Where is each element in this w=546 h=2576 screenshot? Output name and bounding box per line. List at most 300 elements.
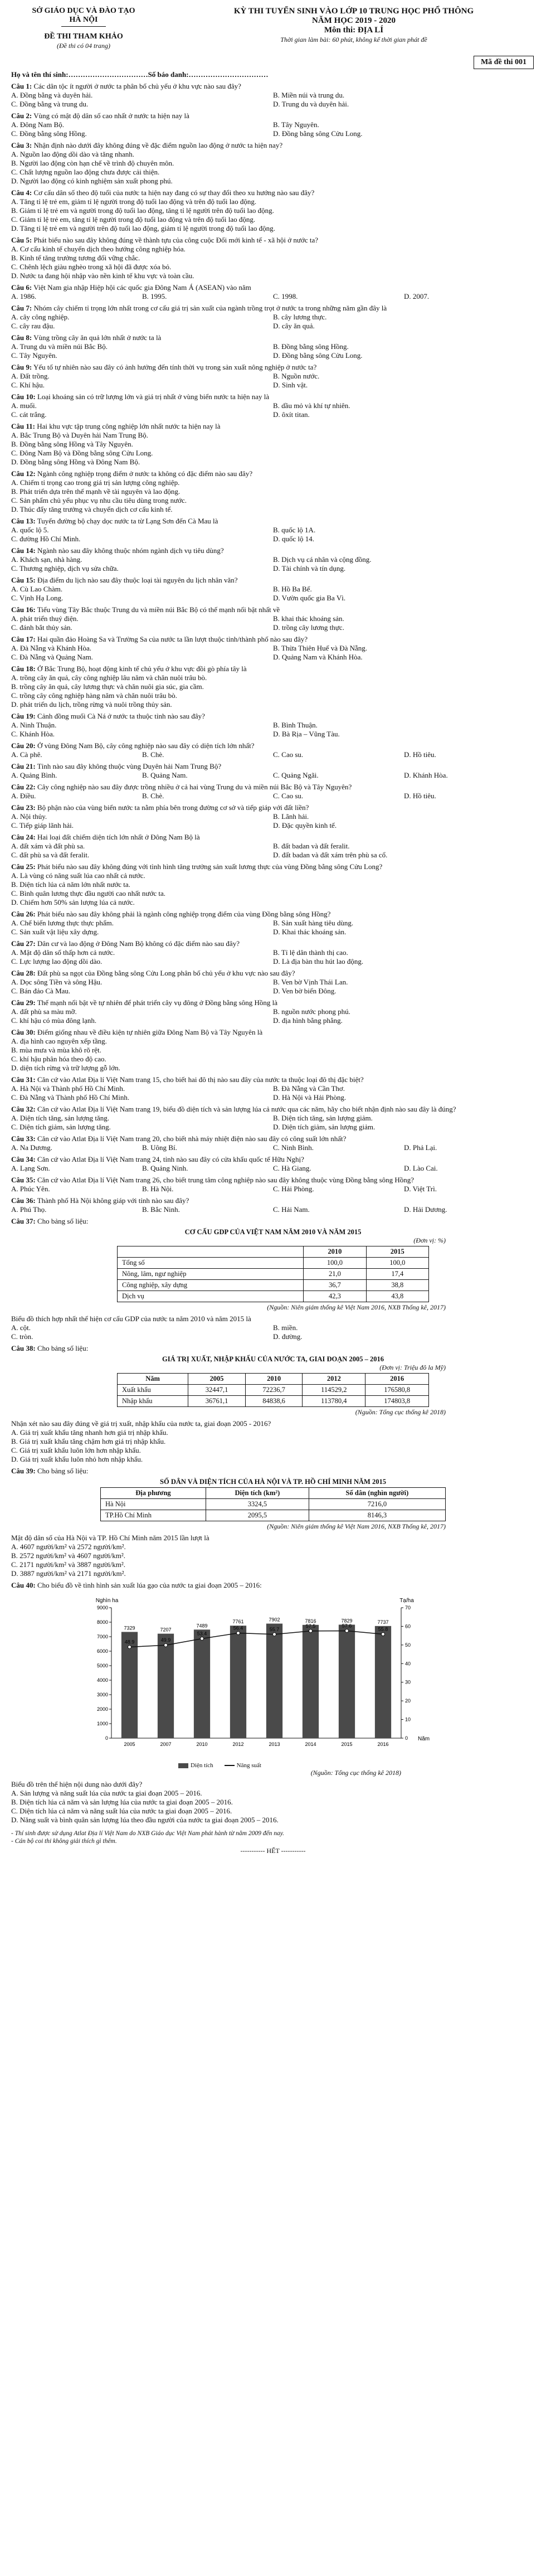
question-text: Cho bảng số liệu:: [37, 1217, 89, 1225]
answer-option[interactable]: B. Dịch vụ cá nhân và cộng đồng.: [273, 555, 372, 564]
answer-option[interactable]: A. Đà Nẵng và Khánh Hòa.: [11, 644, 92, 652]
answer-options: [11, 792, 535, 801]
answer-option[interactable]: B. Bình Thuận.: [273, 721, 318, 729]
answer-option[interactable]: A. Quảng Bình.: [11, 771, 57, 779]
answer-option[interactable]: A. Giá trị xuất khẩu tăng nhanh hơn giá trị nhập khẩu.: [11, 1428, 168, 1437]
x-tick-label: 2013: [269, 1741, 280, 1747]
answer-option[interactable]: A. Lạng Sơn.: [11, 1164, 50, 1172]
y-left-tick-label: 2000: [96, 1706, 108, 1712]
end-marker: ----------- HẾT -----------: [240, 1847, 306, 1855]
answer-option[interactable]: D. Trung du và duyên hải.: [273, 100, 349, 108]
answer-options: [11, 1143, 535, 1152]
table-38-title: GIÁ TRỊ XUẤT, NHẬP KHẨU CỦA NƯỚC TA, GIAI ĐOẠN 2005 – 2016: [162, 1355, 384, 1363]
question-stem: [11, 712, 535, 721]
answer-option[interactable]: C. Diện tích giảm, sản lượng tăng.: [11, 1123, 111, 1131]
answer-options: [11, 644, 535, 662]
question-text: Địa điểm du lịch nào sau đây thuộc loại tài nguyên du lịch nhân văn?: [37, 576, 238, 584]
answer-option[interactable]: A. đất phù sa màu mỡ.: [11, 1007, 77, 1016]
answer-option[interactable]: A. Đất trồng.: [11, 372, 50, 380]
answer-options: [11, 1084, 535, 1102]
table-row: [118, 1258, 429, 1269]
table-header-cell: 2010: [304, 1246, 366, 1258]
question-stem: [11, 1028, 535, 1037]
question-7: [11, 304, 535, 331]
answer-options: [11, 812, 535, 830]
answer-option[interactable]: B. nguồn nước phong phú.: [273, 1007, 350, 1016]
answer-option[interactable]: B. Quảng Ninh.: [142, 1164, 188, 1172]
answer-option[interactable]: C. Sản phẩm chủ yếu phục vụ nhu cầu tiêu dùng trong nước.: [11, 496, 187, 504]
table-38-unit: (Đơn vị: Triệu đô la Mỹ): [379, 1364, 446, 1371]
question-39-options: [11, 1542, 535, 1578]
yield-point-2007: [164, 1643, 168, 1647]
answer-option[interactable]: D. Hồ tiêu.: [404, 750, 436, 759]
y-right-tick-label: 20: [405, 1698, 411, 1704]
answer-option[interactable]: D. Lào Cai.: [404, 1164, 438, 1172]
question-label: Câu 19:: [11, 712, 36, 720]
answer-option[interactable]: A. Phú Thọ.: [11, 1205, 47, 1214]
answer-option[interactable]: C. Hải Phòng.: [273, 1185, 314, 1193]
question-text: Căn cứ vào Atlat Địa lí Việt Nam trang 15, cho biết hai đô thị nào sau đây của nước ta thuộc loại đô thị đặc biệt?: [37, 1075, 364, 1084]
answer-option[interactable]: A. cây công nghiệp.: [11, 313, 70, 321]
answer-option[interactable]: A. Na Dương.: [11, 1143, 52, 1152]
answer-options: [11, 750, 535, 759]
question-text: Cây công nghiệp nào sau đây được trồng nhiều ở cả hai vùng Trung du và miền núi Bắc Bộ và Tây Nguyên?: [37, 783, 352, 791]
answer-option[interactable]: A. Dọc sông Tiền và sông Hậu.: [11, 978, 103, 986]
question-27: [11, 939, 535, 966]
footer-note-1: - Thí sinh được sử dụng Atlat Địa lí Việt Nam do NXB Giáo dục Việt Nam phát hành từ năm 2009 đến nay.: [11, 1830, 285, 1837]
table-header-cell: 2012: [303, 1374, 365, 1385]
answer-option[interactable]: A. Cơ cấu kinh tế chuyển dịch theo hướng công nghiệp hóa.: [11, 245, 186, 253]
table-cell: Hà Nội: [101, 1499, 206, 1510]
answer-option[interactable]: B. Đà Nẵng và Cần Thơ.: [273, 1084, 345, 1093]
answer-option[interactable]: D. đường.: [273, 1332, 303, 1341]
answer-option[interactable]: A. Ninh Thuận.: [11, 721, 57, 729]
answer-option[interactable]: D. Đồng bằng sông Cửu Long.: [273, 129, 363, 138]
answer-option[interactable]: D. Sinh vật.: [273, 381, 308, 389]
question-label: Câu 15:: [11, 576, 36, 584]
answer-option[interactable]: B. Diện tích tăng, sản lượng giảm.: [273, 1114, 373, 1122]
question-text: Cơ cấu dân số theo độ tuổi của nước ta hiện nay đang có sự thay đổi theo xu hướng nào sau đây?: [33, 188, 315, 197]
question-text: Phát biểu nào sau đây không đúng với tình hình tăng trưởng sản xuất lương thực của vùng Đồng bằng sông Cửu Long?: [37, 862, 383, 871]
answer-option[interactable]: C. Đà Nẵng và Quảng Nam.: [11, 653, 93, 661]
answer-option[interactable]: A. đất xám và đất phù sa.: [11, 842, 85, 850]
answer-option[interactable]: A. Trung du và miền núi Bắc Bộ.: [11, 342, 108, 351]
question-40-prompt: Biểu đồ trên thể hiện nội dung nào dưới đây?: [11, 1780, 143, 1788]
answer-option[interactable]: B. Ven bờ Vịnh Thái Lan.: [273, 978, 348, 986]
table-37-unit: (Đơn vị: %): [413, 1236, 446, 1244]
answer-option[interactable]: B. Kinh tế tăng trưởng tương đối vững chắc.: [11, 254, 140, 262]
question-text: Thành phố Hà Nội không giáp với tỉnh nào sau đây?: [37, 1196, 189, 1205]
answer-option[interactable]: D. trồng cây lương thực.: [273, 623, 344, 632]
answer-option[interactable]: C. Giá trị xuất khẩu luôn lớn hơn nhập khẩu.: [11, 1446, 141, 1454]
question-38: [11, 1344, 535, 1353]
question-text: Nhóm cây chiếm tỉ trọng lớn nhất trong cơ cấu giá trị sản xuất của ngành trồng trọt ở nước ta trong những năm gần đây là: [33, 304, 387, 312]
answer-option[interactable]: D. Người lao động có kinh nghiệm sản xuất phong phú.: [11, 177, 173, 185]
answer-option[interactable]: D. diện tích rừng và trữ lượng gỗ lớn.: [11, 1064, 120, 1072]
question-stem: [11, 304, 535, 313]
table-row: [118, 1291, 429, 1302]
answer-options: [11, 721, 535, 739]
yield-value-label: 48.9: [124, 1639, 135, 1645]
answer-options: [11, 91, 535, 109]
answer-option[interactable]: C. 2171 người/km² và 3887 người/km².: [11, 1560, 125, 1569]
table-header-cell: 2010: [245, 1374, 303, 1385]
answer-option[interactable]: C. tròn.: [11, 1332, 33, 1341]
question-label: Câu 17:: [11, 635, 36, 643]
answer-option[interactable]: C. Đồng bằng và trung du.: [11, 100, 89, 108]
answer-option[interactable]: D. Khánh Hòa.: [404, 771, 448, 779]
answer-option[interactable]: D. Khai thác khoáng sản.: [273, 928, 347, 936]
question-label: Câu 6:: [11, 283, 32, 292]
answer-option[interactable]: A. Nguồn lao động dồi dào và tăng nhanh.: [11, 150, 134, 158]
answer-option[interactable]: C. Khánh Hòa.: [11, 730, 55, 738]
answer-option[interactable]: D. quốc lộ 14.: [273, 535, 315, 543]
answer-option[interactable]: C. Vịnh Hạ Long.: [11, 594, 64, 602]
question-text: Đất phù sa ngọt của Đồng bằng sông Cửu Long phân bố chủ yếu ở khu vực nào sau đây?: [37, 969, 295, 977]
answer-option[interactable]: A. Đồng bằng và duyên hải.: [11, 91, 93, 99]
answer-option[interactable]: B. cây lương thực.: [273, 313, 327, 321]
answer-option[interactable]: C. Chất lượng nguồn lao động chưa được cải thiện.: [11, 168, 160, 176]
answer-option[interactable]: D. Là địa bàn thu hút lao động.: [273, 957, 364, 966]
question-20: [11, 741, 535, 759]
question-15: [11, 576, 535, 603]
answer-option[interactable]: C. khí hậu phân hóa theo độ cao.: [11, 1055, 106, 1063]
answer-option[interactable]: A. 4607 người/km² và 2572 người/km².: [11, 1542, 126, 1551]
answer-option[interactable]: A. 1986.: [11, 292, 37, 300]
answer-option[interactable]: B. Hồ Ba Bể.: [273, 585, 312, 593]
answer-option[interactable]: C. Đà Nẵng và Thành phố Hồ Chí Minh.: [11, 1093, 130, 1102]
answer-option[interactable]: D. Chiếm hơn 50% sản lượng lúa cả nước.: [11, 898, 135, 906]
table-header-cell: 2005: [188, 1374, 246, 1385]
answer-option[interactable]: C. Bán đảo Cà Mau.: [11, 987, 71, 995]
answer-option[interactable]: D. Bà Rịa – Vũng Tàu.: [273, 730, 340, 738]
answer-option[interactable]: D. địa hình bằng phẳng.: [273, 1016, 343, 1025]
answer-option[interactable]: D. đất badan và đất xám trên phù sa cổ.: [273, 851, 388, 859]
answer-option[interactable]: A. Cù Lao Chàm.: [11, 585, 63, 593]
question-11: [11, 422, 535, 467]
answer-option[interactable]: C. Tiếp giáp lãnh hải.: [11, 821, 74, 829]
question-31: [11, 1075, 535, 1102]
answer-option[interactable]: C. trồng cây công nghiệp hàng năm và chăn nuôi trâu bò.: [11, 691, 177, 700]
answer-option[interactable]: D. Việt Trì.: [404, 1185, 437, 1193]
question-text: Phát biểu nào sau đây không phải là ngành công nghiệp trọng điểm của vùng Đồng bằng sông Hồng?: [37, 910, 331, 918]
answer-option[interactable]: A. Cà phê.: [11, 750, 42, 759]
question-stem: [11, 111, 535, 120]
table-cell: Tổng số: [118, 1258, 304, 1269]
question-39-prompt: Mật độ dân số của Hà Nội và TP. Hồ Chí Minh năm 2015 lần lượt là: [11, 1534, 209, 1542]
answer-option[interactable]: D. 3887 người/km² và 2171 người/km².: [11, 1569, 126, 1578]
y-left-tick-label: 0: [105, 1735, 108, 1741]
answer-option[interactable]: C. cây rau đậu.: [11, 322, 55, 330]
question-label: Câu 29:: [11, 998, 36, 1007]
answer-option[interactable]: B. Đồng bằng sông Hồng và Tây Nguyên.: [11, 440, 133, 448]
city-name: HÀ NỘI: [69, 16, 98, 24]
answer-option[interactable]: D. Vườn quốc gia Ba Vì.: [273, 594, 346, 602]
legend-bar-swatch: [178, 1763, 188, 1768]
exam-header: [11, 7, 535, 50]
exam-ref: ĐỀ THI THAM KHẢO: [44, 32, 123, 41]
answer-options: [11, 1164, 535, 1173]
answer-option[interactable]: B. đất badan và đất feralit.: [273, 842, 350, 850]
answer-option[interactable]: C. Tây Nguyên.: [11, 351, 57, 360]
answer-option[interactable]: B. Chè.: [142, 792, 164, 800]
answer-option[interactable]: D. Đặc quyền kinh tế.: [273, 821, 337, 829]
table-cell: 113780,4: [303, 1396, 365, 1407]
answer-options: [11, 150, 535, 186]
question-text: Ở Bắc Trung Bộ, hoạt động kinh tế chủ yếu ở khu vực đồi gò phía tây là: [37, 664, 247, 673]
answer-option[interactable]: C. đánh bắt thủy sản.: [11, 623, 72, 632]
bar-value-label: 7737: [377, 1619, 389, 1625]
answer-option[interactable]: A. Đông Nam Bộ.: [11, 120, 64, 129]
question-text: Căn cứ vào Atlat Địa lí Việt Nam trang 24, tỉnh nào sau đây có cửa khẩu quốc tế Hữu Nghị?: [37, 1155, 304, 1163]
table-cell: 36,7: [304, 1280, 366, 1291]
answer-option[interactable]: A. Hà Nội và Thành phố Hồ Chí Minh.: [11, 1084, 125, 1093]
question-text: Ngành công nghiệp trọng điểm ở nước ta không có đặc điểm nào sau đây?: [37, 469, 253, 478]
answer-option[interactable]: D. Hồ tiêu.: [404, 792, 436, 800]
answer-option[interactable]: B. 1995.: [142, 292, 167, 300]
answer-option[interactable]: B. dầu mỏ và khí tự nhiên.: [273, 401, 350, 410]
answer-option[interactable]: A. cột.: [11, 1323, 31, 1332]
answer-option[interactable]: B. Diện tích lúa cả năm lớn nhất nước ta.: [11, 880, 130, 889]
answer-option[interactable]: C. Quảng Ngãi.: [273, 771, 319, 779]
answer-option[interactable]: D. Đồng bằng sông Hồng và Đông Nam Bộ.: [11, 458, 140, 466]
answer-option[interactable]: D. Tăng tỉ lệ trẻ em và người trên độ tuổi lao động, giảm tỉ lệ người trong độ tuổi lao động.: [11, 224, 275, 232]
answer-option[interactable]: A. Mật độ dân số thấp hơn cả nước.: [11, 948, 115, 957]
answer-option[interactable]: D. Nước ta đang hội nhập vào nền kinh tế khu vực và toàn cầu.: [11, 271, 194, 280]
answer-option[interactable]: C. đường Hồ Chí Minh.: [11, 535, 81, 543]
answer-option[interactable]: A. Là vùng có năng suất lúa cao nhất cả nước.: [11, 871, 145, 880]
answer-option[interactable]: A. Khách sạn, nhà hàng.: [11, 555, 82, 564]
answer-option[interactable]: D. Năng suất và bình quân sản lượng lúa theo đầu người của nước ta giai đoạn 2005 – 2016.: [11, 1816, 279, 1824]
answer-option[interactable]: D. Quảng Nam và Khánh Hòa.: [273, 653, 363, 661]
table-cell: 84838,6: [245, 1396, 303, 1407]
answer-option[interactable]: D. cây ăn quả.: [273, 322, 315, 330]
question-37-prompt: Biểu đồ thích hợp nhất thể hiện cơ cấu GDP của nước ta năm 2010 và năm 2015 là: [11, 1314, 251, 1323]
table-cell: Nhập khẩu: [118, 1396, 188, 1407]
answer-option[interactable]: D. 2007.: [404, 292, 430, 300]
question-2: [11, 111, 535, 138]
question-label: Câu 1:: [11, 82, 32, 90]
question-label: Câu 20:: [11, 741, 36, 750]
answer-option[interactable]: B. Sản xuất hàng tiêu dùng.: [273, 919, 354, 927]
question-25: [11, 862, 535, 907]
answer-option[interactable]: C. đất phù sa và đất feralit.: [11, 851, 90, 859]
table-cell: 100,0: [304, 1258, 366, 1269]
question-6: [11, 283, 535, 301]
y-right-tick-label: 60: [405, 1623, 411, 1629]
answer-option[interactable]: D. Diện tích giảm, sản lượng giảm.: [273, 1123, 376, 1131]
time-limit: Thời gian làm bài: 60 phút, không kể thời gian phát đề: [280, 36, 427, 43]
answer-option[interactable]: B. Thừa Thiên Huế và Đà Nẵng.: [273, 644, 368, 652]
answer-options: [11, 1114, 535, 1132]
answer-option[interactable]: B. Miền núi và trung du.: [273, 91, 345, 99]
x-tick-label: 2007: [160, 1741, 172, 1747]
question-label: Câu 21:: [11, 762, 36, 770]
answer-option[interactable]: B. Tỉ lệ dân thành thị cao.: [273, 948, 348, 957]
answer-option[interactable]: D. ôxít titan.: [273, 410, 310, 419]
answer-option[interactable]: A. quốc lộ 5.: [11, 526, 49, 534]
answer-option[interactable]: C. Cao su.: [273, 792, 304, 800]
answer-option[interactable]: B. khai thác khoáng sản.: [273, 614, 344, 623]
answer-option[interactable]: C. khí hậu có mùa đông lạnh.: [11, 1016, 97, 1025]
answer-option[interactable]: A. Tăng tỉ lệ trẻ em, giảm tỉ lệ người trong độ tuổi lao động và trên độ tuổi lao động.: [11, 197, 257, 206]
question-19: [11, 712, 535, 739]
answer-option[interactable]: C. 1998.: [273, 292, 298, 300]
table-cell: TP.Hồ Chí Minh: [101, 1510, 206, 1521]
answer-option[interactable]: C. Cao su.: [273, 750, 304, 759]
answer-option[interactable]: D. Hà Nội và Hải Phòng.: [273, 1093, 347, 1102]
answer-option[interactable]: C. Đồng bằng sông Hồng.: [11, 129, 87, 138]
answer-option[interactable]: B. mùa mưa và mùa khô rõ rệt.: [11, 1046, 101, 1054]
answer-option[interactable]: A. Bắc Trung Bộ và Duyên hải Nam Trung Bộ.: [11, 431, 148, 439]
answer-option[interactable]: C. Khí hậu.: [11, 381, 45, 389]
answer-option[interactable]: B. Phát triển dựa trên thế mạnh về tài nguyên và lao động.: [11, 487, 181, 496]
bar-value-label: 7329: [124, 1625, 135, 1631]
answer-option[interactable]: B. trồng cây ăn quả, cây lương thực và chăn nuôi gia súc, gia cầm.: [11, 682, 204, 691]
chart-legend: [178, 1762, 435, 1769]
answer-option[interactable]: B. Diện tích lúa cả năm và sản lượng lúa của nước ta giai đoạn 2005 – 2016.: [11, 1798, 233, 1806]
yield-value-label: 53.4: [197, 1631, 207, 1637]
question-21: [11, 762, 535, 780]
bar-value-label: 7816: [305, 1618, 316, 1624]
yield-value-label: 55.8: [378, 1626, 388, 1632]
table-cell: Công nghiệp, xây dựng: [118, 1280, 304, 1291]
yield-point-2014: [309, 1629, 313, 1633]
answer-option[interactable]: A. muối.: [11, 401, 37, 410]
answer-option[interactable]: D. phát triển du lịch, trồng rừng và nuôi trồng thủy sản.: [11, 700, 172, 709]
question-stem: [11, 1176, 535, 1185]
answer-options: [11, 585, 535, 603]
answer-option[interactable]: B. Giảm tỉ lệ trẻ em và người trong độ tuổi lao động, tăng tỉ lệ người trên độ tuổi lao động.: [11, 206, 274, 215]
table-header-row: [118, 1246, 429, 1258]
answer-option[interactable]: C. Giảm tỉ lệ trẻ em, tăng tỉ lệ người trong độ tuổi lao động và trên độ tuổi lao động.: [11, 215, 256, 224]
answer-option[interactable]: B. Chè.: [142, 750, 164, 759]
answer-option[interactable]: C. Đông Nam Bộ và Đồng bằng sông Cửu Long.: [11, 449, 153, 457]
answer-option[interactable]: A. Chiếm tỉ trọng cao trong giá trị sản lượng công nghiệp.: [11, 478, 180, 487]
answer-option[interactable]: C. Sản xuất vật liệu xây dựng.: [11, 928, 99, 936]
table-row: [118, 1280, 429, 1291]
question-9: [11, 363, 535, 390]
answer-option[interactable]: B. Hà Nội.: [142, 1185, 174, 1193]
bar-2014: [303, 1625, 319, 1738]
question-label: Câu 35:: [11, 1176, 36, 1184]
question-label: Câu 13:: [11, 517, 36, 525]
answer-option[interactable]: C. Thương nghiệp, dịch vụ sửa chữa.: [11, 564, 119, 573]
y-left-label: Nghìn ha: [95, 1598, 119, 1604]
question-stem: [11, 546, 535, 555]
table-cell: 8146,3: [309, 1510, 445, 1521]
answer-options: [11, 1037, 535, 1073]
question-text: Loại khoáng sản có trữ lượng lớn và giá trị nhất ở vùng biển nước ta hiện nay là: [37, 392, 270, 401]
table-cell: 174803,8: [365, 1396, 429, 1407]
bar-value-label: 7902: [269, 1617, 280, 1623]
answer-option[interactable]: D. Đồng bằng sông Cửu Long.: [273, 351, 363, 360]
question-label: Câu 26:: [11, 910, 36, 918]
question-38-text: Cho bảng số liệu:: [37, 1344, 89, 1352]
y-left-tick-label: 1000: [96, 1721, 108, 1726]
question-3: [11, 141, 535, 186]
question-28: [11, 969, 535, 996]
question-40-options: [11, 1789, 535, 1825]
question-text: Tuyến đường bộ chạy dọc nước ta từ Lạng Sơn đến Cà Mau là: [37, 517, 218, 525]
answer-option[interactable]: A. Nội thủy.: [11, 812, 47, 821]
answer-option[interactable]: D. Tài chính và tín dụng.: [273, 564, 346, 573]
legend-bar: [178, 1762, 213, 1769]
y-right-tick-label: 0: [405, 1735, 408, 1741]
answer-option[interactable]: C. Ninh Bình.: [273, 1143, 314, 1152]
answer-option[interactable]: B. Quảng Nam.: [142, 771, 188, 779]
answer-option[interactable]: A. Sản lượng và năng suất lúa của nước ta giai đoạn 2005 – 2016.: [11, 1789, 202, 1797]
answer-option[interactable]: B. Người lao động còn hạn chế về trình độ chuyên môn.: [11, 159, 174, 167]
question-stem: [11, 1134, 535, 1143]
table-39-source: (Nguồn: Niên giám thống kê Việt Nam 2016, NXB Thống kê, 2017): [267, 1522, 446, 1530]
question-text: Tỉnh nào sau đây không thuộc vùng Duyên hải Nam Trung Bộ?: [37, 762, 222, 770]
answer-option[interactable]: A. trồng cây ăn quả, cây công nghiệp lâu năm và chăn nuôi trâu bò.: [11, 673, 207, 682]
answer-option[interactable]: B. Nguồn nước.: [273, 372, 320, 380]
answer-option[interactable]: B. Bắc Ninh.: [142, 1205, 180, 1214]
answer-options: [11, 1205, 535, 1214]
footer-note-2: - Cán bộ coi thi không giải thích gì thêm.: [11, 1838, 117, 1845]
x-tick-label: 2012: [232, 1741, 244, 1747]
answer-option[interactable]: D. Hải Dương.: [404, 1205, 447, 1214]
answer-option[interactable]: D. Phả Lại.: [404, 1143, 437, 1152]
answer-option[interactable]: B. Tây Nguyên.: [273, 120, 319, 129]
question-13: [11, 517, 535, 544]
answer-option[interactable]: B. Lãnh hải.: [273, 812, 309, 821]
question-37-table-block: [11, 1228, 535, 1341]
answer-option[interactable]: D. Giá trị xuất khẩu luôn nhỏ hơn nhập khẩu.: [11, 1455, 143, 1463]
table-cell: 42,3: [304, 1291, 366, 1302]
bar-value-label: 7829: [341, 1618, 353, 1624]
answer-option[interactable]: A. Chế biến lương thực thực phẩm.: [11, 919, 114, 927]
answer-option[interactable]: D. Thúc đẩy tăng trưởng và chuyển dịch cơ cấu kinh tế.: [11, 505, 173, 513]
question-text: Vùng trồng cây ăn quả lớn nhất ở nước ta là: [33, 333, 162, 342]
answer-option[interactable]: C. Chênh lệch giàu nghèo trong xã hội đã được xóa bỏ.: [11, 263, 172, 271]
answer-option[interactable]: C. cát trắng.: [11, 410, 47, 419]
answer-option[interactable]: C. Lực lượng lao động dồi dào.: [11, 957, 103, 966]
question-label: Câu 28:: [11, 969, 36, 977]
answer-option[interactable]: A. Điều.: [11, 792, 36, 800]
question-text: Điểm giống nhau về điều kiện tự nhiên giữa Đông Nam Bộ và Tây Nguyên là: [37, 1028, 263, 1036]
page-count: (Đề thi có 04 trang): [57, 42, 110, 50]
answer-option[interactable]: A. Diện tích tăng, sản lượng tăng.: [11, 1114, 110, 1122]
answer-option[interactable]: C. Hà Giang.: [273, 1164, 311, 1172]
answer-option[interactable]: B. miền.: [273, 1323, 298, 1332]
answer-option[interactable]: A. địa hình cao nguyên xếp tầng.: [11, 1037, 107, 1045]
answer-option[interactable]: B. Giá trị xuất khẩu tăng chậm hơn giá trị nhập khẩu.: [11, 1437, 166, 1445]
table-37-title: CƠ CẤU GDP CỦA VIỆT NAM NĂM 2010 VÀ NĂM 2015: [184, 1228, 362, 1236]
table-38: [117, 1373, 429, 1407]
answer-option[interactable]: A. Phúc Yên.: [11, 1185, 50, 1193]
answer-option[interactable]: B. Đồng bằng sông Hồng.: [273, 342, 349, 351]
answer-option[interactable]: C. Hải Nam.: [273, 1205, 310, 1214]
question-text: Bộ phận nào của vùng biển nước ta nằm phía bên trong đường cơ sở và tiếp giáp với đất liền?: [37, 803, 309, 812]
question-label: Câu 7:: [11, 304, 32, 312]
answer-option[interactable]: D. Ven bờ biển Đông.: [273, 987, 337, 995]
answer-option[interactable]: C. Diện tích lúa cả năm và năng suất lúa của nước ta giai đoạn 2005 – 2016.: [11, 1807, 232, 1815]
question-4: [11, 188, 535, 233]
answer-option[interactable]: C. Bình quân lương thực đầu người cao nhất nước ta.: [11, 889, 165, 898]
question-stem: [11, 422, 535, 431]
answer-option[interactable]: A. phát triển thuỷ điện.: [11, 614, 79, 623]
answer-option[interactable]: B. Uông Bí.: [142, 1143, 177, 1152]
question-stem: [11, 833, 535, 842]
y-left-tick-label: 5000: [96, 1663, 108, 1668]
table-cell: 7216,0: [309, 1499, 445, 1510]
answer-option[interactable]: B. 2572 người/km² và 4607 người/km².: [11, 1551, 125, 1560]
question-label: Câu 2:: [11, 111, 32, 120]
answer-option[interactable]: B. quốc lộ 1A.: [273, 526, 316, 534]
